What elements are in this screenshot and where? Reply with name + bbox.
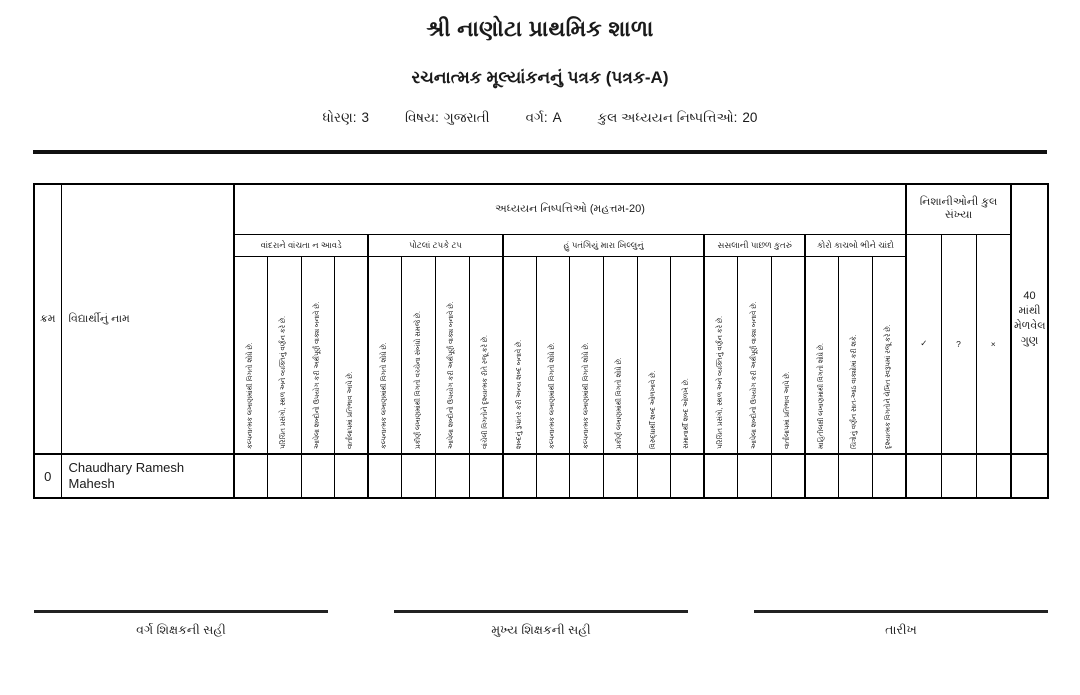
outcome-header: આપેલા શબ્દોનો ઉપયોગ કરી અર્થપૂર્ણ વાક્ય બનાવે છે. — [301, 256, 335, 454]
student-row — [34, 454, 1048, 498]
outcome-header: કલ્પનાત્મક લખાણમાંથી વિગતો શોધે છે. — [368, 256, 402, 454]
info-outcomes-count — [598, 110, 758, 126]
checkmark-symbol-header: ✓ — [906, 234, 941, 454]
class-teacher-signature-block — [34, 610, 328, 638]
unit-group-header: હું પતંગિયું મારા ખિલ્લુનું — [503, 234, 705, 256]
info-class-label: વર્ગ: — [525, 110, 548, 125]
mark-cell — [604, 454, 638, 498]
school-name: શ્રી નાણોટા પ્રાથમિક શાળા — [426, 16, 654, 41]
signature-row — [0, 610, 1080, 638]
unit-group-header: વાંદરાને વાંચતા ન આવડે — [234, 234, 368, 256]
mark-cell — [335, 454, 369, 498]
mark-cell — [469, 454, 503, 498]
question-count-cell — [941, 454, 976, 498]
checkmark-count-cell — [906, 454, 941, 498]
mark-cell — [738, 454, 772, 498]
student-name-column-header: વિદ્યાર્થીનું નામ — [61, 184, 234, 454]
info-subject-value: ગુજરાતી — [443, 110, 490, 125]
mark-cell — [805, 454, 839, 498]
marks-summary-header: નિશાનીઓની કુલ સંખ્યા — [906, 184, 1011, 234]
mark-cell — [436, 454, 470, 498]
info-subject-label: વિષય: — [405, 110, 439, 125]
question-symbol-header: ? — [941, 234, 976, 454]
outcome-header: કલ્પનાત્મક લખાણમાંથી વિગતો શોધે છે. — [536, 256, 570, 454]
outcome-header: વાંચેલી વિગતોને દૃશ્યાત્મક રીતે રજૂ કરે છે. — [469, 256, 503, 454]
outcome-header: પરિચિત પ્રસંગો, સ્થળ અને વ્યક્તિનું વર્ણન કરે છે. — [268, 256, 302, 454]
mark-cell — [570, 454, 604, 498]
mark-cell — [872, 454, 906, 498]
header-divider — [33, 150, 1047, 154]
date-line — [754, 610, 1048, 613]
mark-cell — [671, 454, 705, 498]
total-marks-cell — [1011, 454, 1048, 498]
cross-symbol-header: × — [976, 234, 1011, 454]
outcome-header: પરિચિત પ્રસંગો, સ્થળ અને વ્યક્તિનું વર્ણન કરે છે. — [704, 256, 738, 454]
unit-group-header: પોટલાં ટપકે ટપ — [368, 234, 502, 256]
info-subject — [405, 110, 490, 126]
info-class-value: A — [552, 110, 562, 125]
outcome-header: શબ્દનું રૂપાંતર કરી અન્ય શબ્દ બનાવે છે. — [503, 256, 537, 454]
info-standard-value: 3 — [361, 110, 370, 125]
mark-cell — [503, 454, 537, 498]
page-header — [0, 0, 1080, 126]
mark-cell — [772, 454, 806, 498]
outcome-header: વિરુદ્ધાર્થી શબ્દ ઓળખાવે છે. — [637, 256, 671, 454]
unit-group-header: કોરો કાચબો ભીને ચાંદો — [805, 234, 906, 256]
total-marks-header: 40 માંથી મેળવેલ ગુણ — [1011, 184, 1048, 454]
mark-cell — [704, 454, 738, 498]
outcome-header: પ્રકીર્ણ લખાણમાંથી વિગતો વચ્ચેના સંબંધો સમજે છે. — [402, 256, 436, 454]
assessment-table-wrapper — [33, 183, 1047, 499]
outcome-header: વાર્તાલાપમાં પ્રતિભાવ આપે છે. — [335, 256, 369, 454]
outcome-header: કલ્પનાત્મક લખાણમાંથી વિગતો શોધે છે. — [570, 256, 604, 454]
outcome-header: દૃશ્યાત્મક વિગતોને લેખિત સ્વરૂપમાં રજૂ કરે છે. — [872, 256, 906, 454]
mark-cell — [234, 454, 268, 498]
info-class — [526, 110, 562, 126]
unit-group-header: સસલાની પાછળ કુતરું — [704, 234, 805, 256]
info-line — [0, 110, 1080, 126]
info-standard — [323, 110, 370, 126]
form-title: રચનાત્મક મૂલ્યાંકનનું પત્રક (પત્રક-A) — [411, 68, 669, 87]
signature-line — [394, 610, 688, 613]
outcome-header: પ્રકીર્ણ લખાણમાંથી વિગતો શોધે છે. — [604, 256, 638, 454]
class-teacher-signature-label: વર્ગ શિક્ષકની સહી — [136, 623, 226, 637]
date-label: તારીખ — [885, 623, 917, 637]
outcome-header: વાર્તાલાપમાં પ્રતિભાવ આપે છે. — [772, 256, 806, 454]
mark-cell — [368, 454, 402, 498]
student-name: Chaudhary Ramesh Mahesh — [61, 454, 234, 498]
mark-cell — [301, 454, 335, 498]
info-standard-label: ધોરણ: — [322, 110, 357, 125]
mark-cell — [402, 454, 436, 498]
outcome-header: સમાનાર્થી શબ્દ ઓળખે છે. — [671, 256, 705, 454]
info-outcomes-value: 20 — [742, 110, 758, 125]
head-teacher-signature-block — [394, 610, 688, 638]
mark-cell — [637, 454, 671, 498]
student-serial: 0 — [34, 454, 61, 498]
info-outcomes-label: કુલ અધ્યયન નિષ્પત્તિઓ: — [597, 110, 738, 125]
mark-cell — [839, 454, 873, 498]
outcome-header: આપેલા શબ્દોનો ઉપયોગ કરી અર્થપૂર્ણ વાક્ય બનાવે છે. — [738, 256, 772, 454]
outcomes-section-header: અધ્યયન નિષ્પત્તિઓ (મહત્તમ-20) — [234, 184, 906, 234]
mark-cell — [268, 454, 302, 498]
signature-line — [34, 610, 328, 613]
mark-cell — [536, 454, 570, 498]
serial-column-header: ક્રમ — [34, 184, 61, 454]
outcome-header: આપેલા શબ્દોનો ઉપયોગ કરી અર્થપૂર્ણ વાક્ય બનાવે છે. — [436, 256, 470, 454]
assessment-table — [33, 183, 1049, 499]
date-block — [754, 610, 1048, 638]
head-teacher-signature-label: મુખ્ય શિક્ષકની સહી — [491, 623, 591, 637]
outcome-header: માહિતીલક્ષી લખાણમાંથી વિગતો શોધે છે. — [805, 256, 839, 454]
outcome-header: ચિત્રોનું વર્ણન સાત-આઠ વાક્યોમાં કરી શકે. — [839, 256, 873, 454]
outcome-header: કલ્પનાત્મક લખાણમાંથી વિગતો શોધે છે. — [234, 256, 268, 454]
cross-count-cell — [976, 454, 1011, 498]
